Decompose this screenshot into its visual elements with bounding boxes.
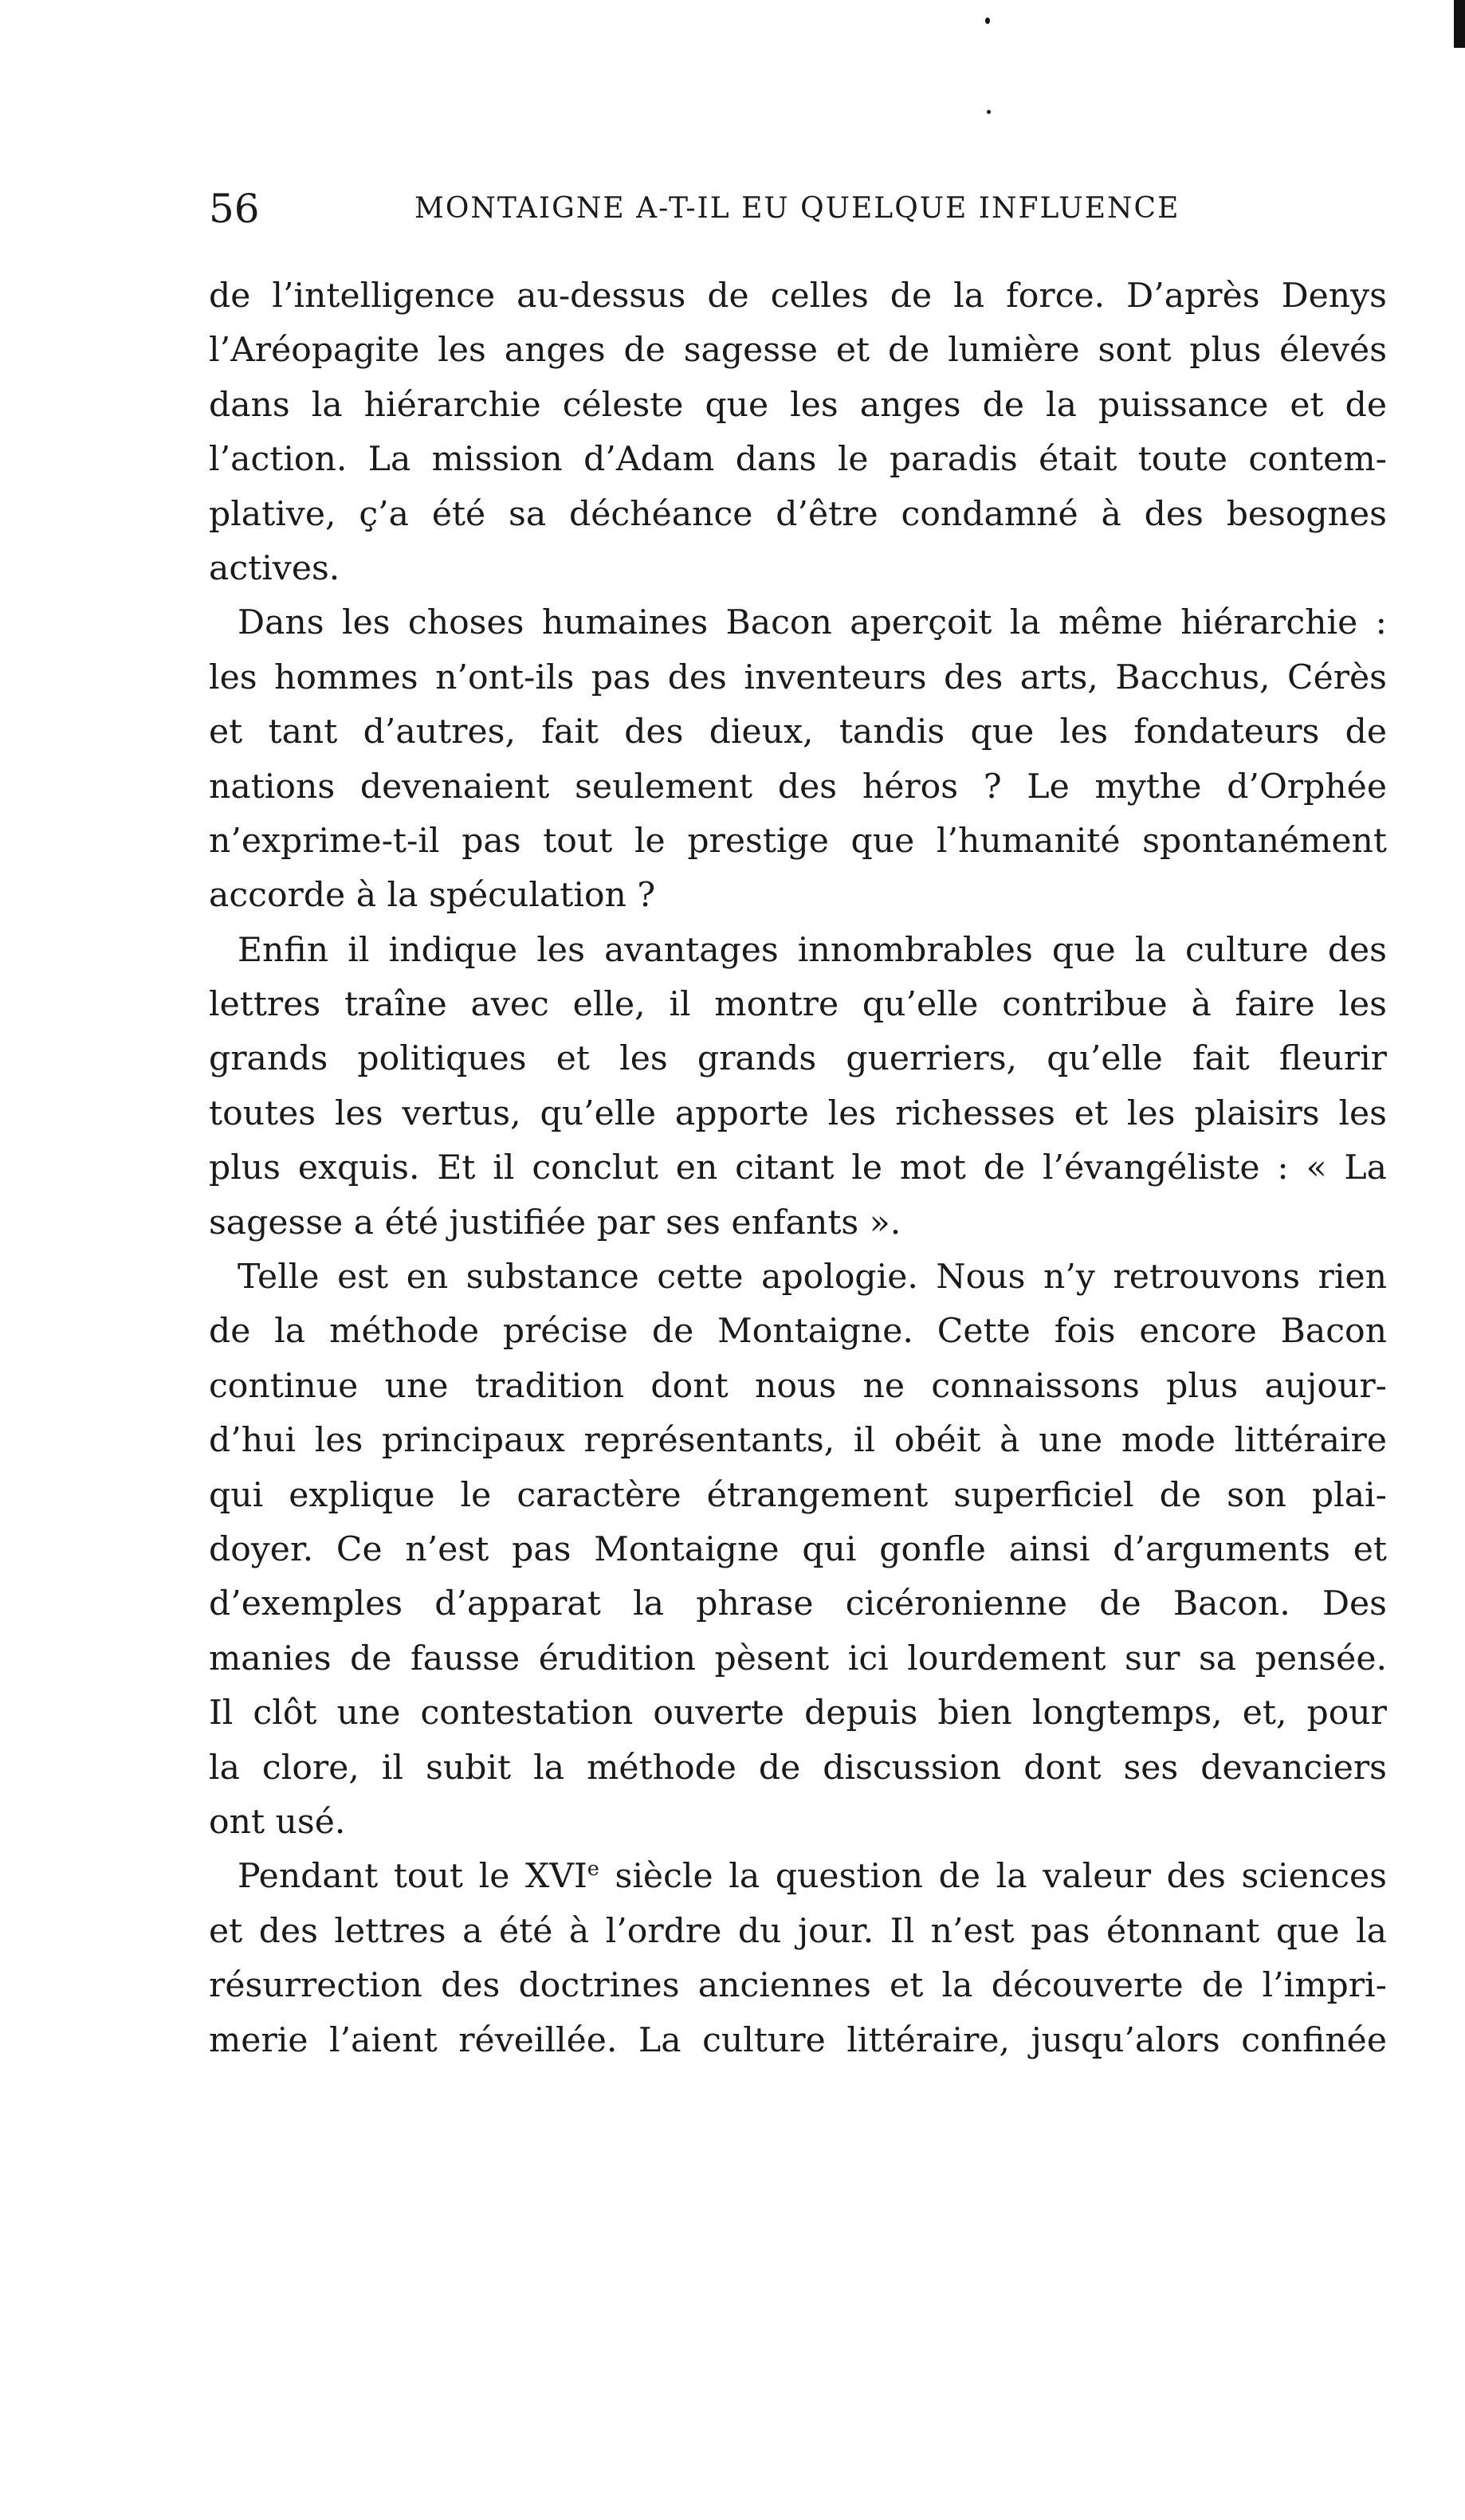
page-edge-mark <box>1454 0 1465 48</box>
text-line: lettres traîne avec elle, il montre qu’elle contribue à faire les <box>209 985 1387 1025</box>
text-fragment: Pendant tout le XVI <box>238 1857 587 1897</box>
paragraph-3 <box>209 924 1387 1250</box>
paragraph-4 <box>209 1250 1387 1850</box>
text-line: doyer. Ce n’est pas Montaigne qui gonfle ainsi d’arguments et <box>209 1529 1387 1569</box>
text-line: d’exemples d’apparat la phrase cicéronienne de Bacon. Des <box>209 1584 1387 1624</box>
text-line: grands politiques et les grands guerriers, qu’elle fait fleurir <box>209 1039 1387 1079</box>
ink-speck-second <box>987 110 991 114</box>
text-line: qui explique le caractère étrangement superficiel de son plai- <box>209 1475 1387 1515</box>
text-line: plative, ç’a été sa déchéance d’être condamné à des besognes <box>209 494 1387 534</box>
text-line: Telle est en substance cette apologie. Nous n’y retrouvons rien <box>238 1258 1387 1297</box>
text-line: Il clôt une contestation ouverte depuis bien longtemps, et, pour <box>209 1694 1387 1733</box>
text-line-with-superscript <box>209 1850 1387 1904</box>
text-line: l’Aréopagite les anges de sagesse et de lumière sont plus élevés <box>209 331 1387 371</box>
text-line: ont usé. <box>209 1802 346 1842</box>
text-line: nations devenaient seulement des héros ? Le mythe d’Orphée <box>209 767 1387 807</box>
text-line: Enfin il indique les avantages innombrables que la culture des <box>238 930 1387 970</box>
running-head <box>209 185 1420 233</box>
text-line: Dans les choses humaines Bacon aperçoit la même hiérarchie : <box>238 603 1387 643</box>
century-superscript: e <box>587 1857 599 1882</box>
page-number: 56 <box>209 186 260 232</box>
text-line: les hommes n’ont-ils pas des inventeurs des arts, Bacchus, Cérès <box>209 657 1387 697</box>
text-line: et tant d’autres, fait des dieux, tandis que les fondateurs de <box>209 712 1387 752</box>
text-line: merie l’aient réveillée. La culture littéraire, jusqu’alors confinée <box>209 2020 1387 2060</box>
text-line: l’action. La mission d’Adam dans le paradis était toute contem- <box>209 440 1387 480</box>
text-line: résurrection des doctrines anciennes et la découverte de l’impri- <box>209 1966 1387 2006</box>
text-line: d’hui les principaux représentants, il obéit à une mode littéraire <box>209 1421 1387 1461</box>
paragraph-5 <box>209 1850 1387 2068</box>
text-line: dans la hiérarchie céleste que les anges de la puissance et de <box>209 385 1387 425</box>
ink-speck-top <box>985 18 990 24</box>
text-line: continue une tradition dont nous ne connaissons plus aujour- <box>209 1366 1387 1406</box>
text-line: toutes les vertus, qu’elle apporte les richesses et les plaisirs les <box>209 1093 1387 1133</box>
paragraph-1 <box>209 269 1387 596</box>
text-line: accorde à la spéculation ? <box>209 876 656 916</box>
paragraph-2 <box>209 596 1387 923</box>
text-line: actives. <box>209 548 340 588</box>
text-line: la clore, il subit la méthode de discussion dont ses devanciers <box>209 1748 1387 1788</box>
text-line: n’exprime-t-il pas tout le prestige que l’humanité spontanément <box>209 821 1387 861</box>
text-line: de la méthode précise de Montaigne. Cette fois encore Bacon <box>209 1312 1387 1352</box>
text-line: et des lettres a été à l’ordre du jour. Il n’est pas étonnant que la <box>209 1911 1387 1951</box>
text-line: manies de fausse érudition pèsent ici lourdement sur sa pensée. <box>209 1639 1387 1678</box>
text-line: de l’intelligence au-dessus de celles de la force. D’après Denys <box>209 277 1387 316</box>
body-text <box>209 269 1387 2068</box>
running-title: MONTAIGNE A-T-IL EU QUELQUE INFLUENCE <box>414 192 1180 225</box>
text-line: plus exquis. Et il conclut en citant le mot de l’évangéliste : « La <box>209 1148 1387 1188</box>
text-line: sagesse a été justifiée par ses enfants ». <box>209 1203 901 1242</box>
text-fragment: siècle la question de la valeur des sciences <box>599 1857 1387 1897</box>
